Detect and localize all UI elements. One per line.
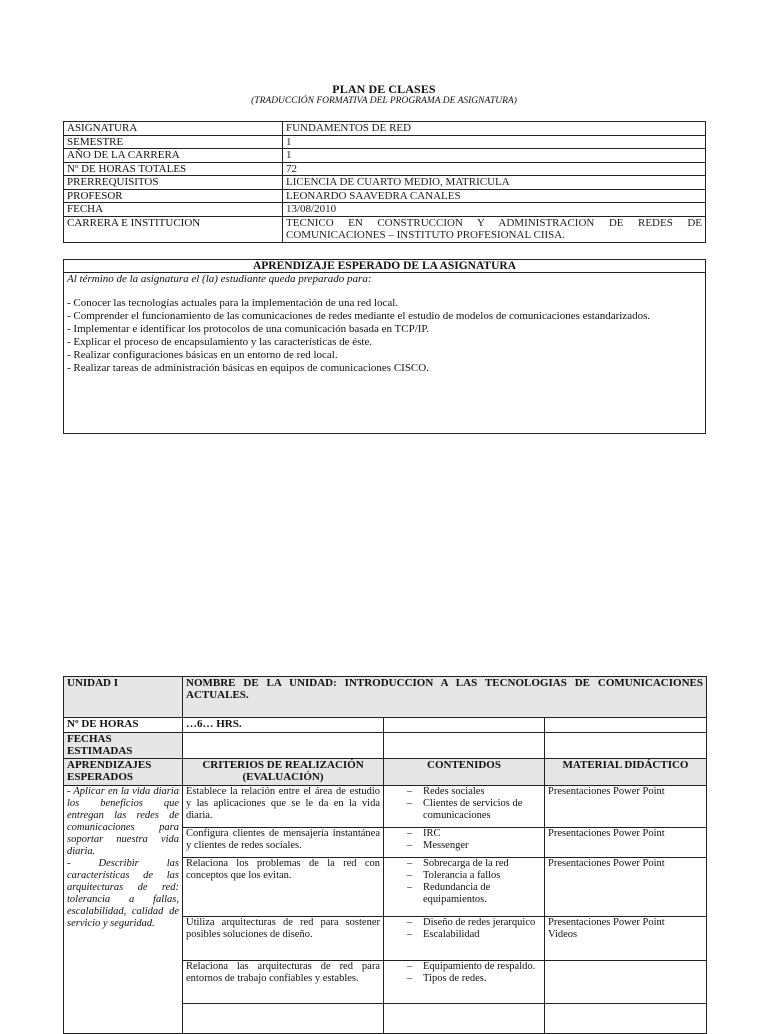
info-row-ano-carrera	[64, 149, 706, 163]
unit-name: NOMBRE DE LA UNIDAD: INTRODUCCION A LAS TECNOLOGIAS DE COMUNICACIONES ACTUALES.	[183, 677, 707, 718]
empty-cell	[545, 733, 707, 759]
list-item: – Clientes de servicios de comunicaciones	[407, 798, 523, 821]
material-cell: Presentaciones Power Point	[545, 828, 707, 858]
info-row-horas-totales	[64, 162, 706, 176]
info-value: 13/08/2010	[283, 203, 706, 217]
empty-cell	[384, 718, 545, 733]
material-cell: Presentaciones Power Point	[545, 858, 707, 917]
learning-goals-heading: APRENDIZAJE ESPERADO DE LA ASIGNATURA	[64, 260, 705, 273]
empty-cell	[384, 1004, 545, 1034]
empty-cell	[384, 733, 545, 759]
info-label: SEMESTRE	[64, 135, 283, 149]
criterion-cell: Establece la relación entre el área de estudio y las aplicaciones que se le da en la vida diaria.	[183, 786, 384, 828]
criterion-cell: Utiliza arquitecturas de red para sostener posibles soluciones de diseño.	[183, 917, 384, 961]
unit-dates-row	[64, 733, 707, 759]
material-cell: Presentaciones Power Point	[545, 786, 707, 828]
empty-cell	[183, 1004, 384, 1034]
unit-hours-row	[64, 718, 707, 733]
info-value: LEONARDO SAAVEDRA CANALES	[283, 189, 706, 203]
info-label: ASIGNATURA	[64, 122, 283, 136]
list-item: - Comprender el funcionamiento de las comunicaciones de redes mediante el estudio de modelos de comunicaciones estandarizados.	[67, 310, 651, 322]
col-header-material: MATERIAL DIDÁCTICO	[545, 759, 707, 786]
info-label: FECHA	[64, 203, 283, 217]
contents-cell	[384, 961, 545, 1004]
info-row-asignatura	[64, 122, 706, 136]
list-item: - Realizar tareas de administración básicas en equipos de comunicaciones CISCO.	[67, 362, 429, 374]
list-item: – Messenger	[407, 840, 469, 851]
column-header-row	[64, 759, 707, 786]
list-item: - Conocer las tecnologías actuales para la implementación de una red local.	[67, 297, 399, 309]
info-row-semestre	[64, 135, 706, 149]
info-row-profesor	[64, 189, 706, 203]
list-item: – Sobrecarga de la red	[407, 858, 509, 869]
contents-cell	[384, 917, 545, 961]
hours-value: …6… HRS.	[183, 718, 384, 733]
info-label: PROFESOR	[64, 189, 283, 203]
list-item: - Implementar e identificar los protocolos de una comunicación basada en TCP/IP.	[67, 323, 430, 335]
criterion-cell: Configura clientes de mensajería instantánea y clientes de redes sociales.	[183, 828, 384, 858]
info-label: PRERREQUISITOS	[64, 176, 283, 190]
material-cell	[545, 961, 707, 1004]
expected-learning-text: - Aplicar en la vida diaria los beneficios que entregan las redes de comunicaciones para soportar nuestra vida diaria. - Describir las características de las arquitecturas de red: tolerancia a fallas, escalabilidad, calidad de servicio y seguridad.	[64, 786, 183, 1034]
info-value: 72	[283, 162, 706, 176]
unit-title-row	[64, 677, 707, 718]
learning-goals-list	[64, 297, 705, 375]
empty-cell	[545, 718, 707, 733]
info-row-carrera-institucion	[64, 216, 706, 242]
unit-plan-table	[63, 676, 707, 1034]
unit-label: UNIDAD I	[64, 677, 183, 718]
list-item: – Redes sociales	[407, 786, 485, 797]
list-item: - Explicar el proceso de encapsulamiento y las características de éste.	[67, 336, 373, 348]
contents-cell	[384, 858, 545, 917]
list-item: – IRC	[407, 828, 441, 839]
document-subtitle: (TRADUCCIÓN FORMATIVA DEL PROGRAMA DE ASIGNATURA)	[251, 96, 517, 106]
learning-goals-intro: Al término de la asignatura el (la) estudiante queda preparado para:	[67, 273, 372, 285]
document-title: PLAN DE CLASES	[332, 82, 436, 96]
list-item: – Redundancia de equipamientos.	[407, 882, 491, 905]
info-label: Nº DE HORAS TOTALES	[64, 162, 283, 176]
empty-cell	[183, 733, 384, 759]
info-label: CARRERA E INSTITUCION	[64, 216, 283, 242]
info-value: FUNDAMENTOS DE RED	[283, 122, 706, 136]
contents-cell	[384, 828, 545, 858]
course-info-table	[63, 121, 706, 243]
info-value: TECNICO EN CONSTRUCCION Y ADMINISTRACION DE REDES DE COMUNICACIONES – INSTITUTO PROFESIONAL CIISA.	[283, 216, 706, 242]
criterion-cell: Relaciona los problemas de la red con conceptos que los evitan.	[183, 858, 384, 917]
list-item: - Realizar configuraciones básicas en un entorno de red local.	[67, 349, 338, 361]
col-header-contents: CONTENIDOS	[384, 759, 545, 786]
list-item: – Tipos de redes.	[407, 973, 487, 984]
info-value: LICENCIA DE CUARTO MEDIO, MATRICULA	[283, 176, 706, 190]
info-label: AÑO DE LA CARRERA	[64, 149, 283, 163]
empty-cell	[545, 1004, 707, 1034]
learning-goals-box	[63, 259, 706, 434]
col-header-learning: APRENDIZAJES ESPERADOS	[64, 759, 183, 786]
list-item: – Tolerancia a fallos	[407, 870, 501, 881]
col-header-criteria: CRITERIOS DE REALIZACIÓN (EVALUACIÓN)	[183, 759, 384, 786]
info-row-prerrequisitos	[64, 176, 706, 190]
list-item: – Equipamiento de respaldo.	[407, 961, 536, 972]
info-value: 1	[283, 149, 706, 163]
table-row	[64, 786, 707, 828]
info-row-fecha	[64, 203, 706, 217]
dates-label: FECHAS ESTIMADAS	[64, 733, 183, 759]
list-item: – Diseño de redes jerarquico	[407, 917, 536, 928]
list-item: – Escalabilidad	[407, 929, 480, 940]
info-value: 1	[283, 135, 706, 149]
hours-label: Nº DE HORAS	[64, 718, 183, 733]
material-cell: Presentaciones Power Point Videos	[545, 917, 707, 961]
criterion-cell: Relaciona las arquitecturas de red para entornos de trabajo confiables y estables.	[183, 961, 384, 1004]
contents-cell	[384, 786, 545, 828]
